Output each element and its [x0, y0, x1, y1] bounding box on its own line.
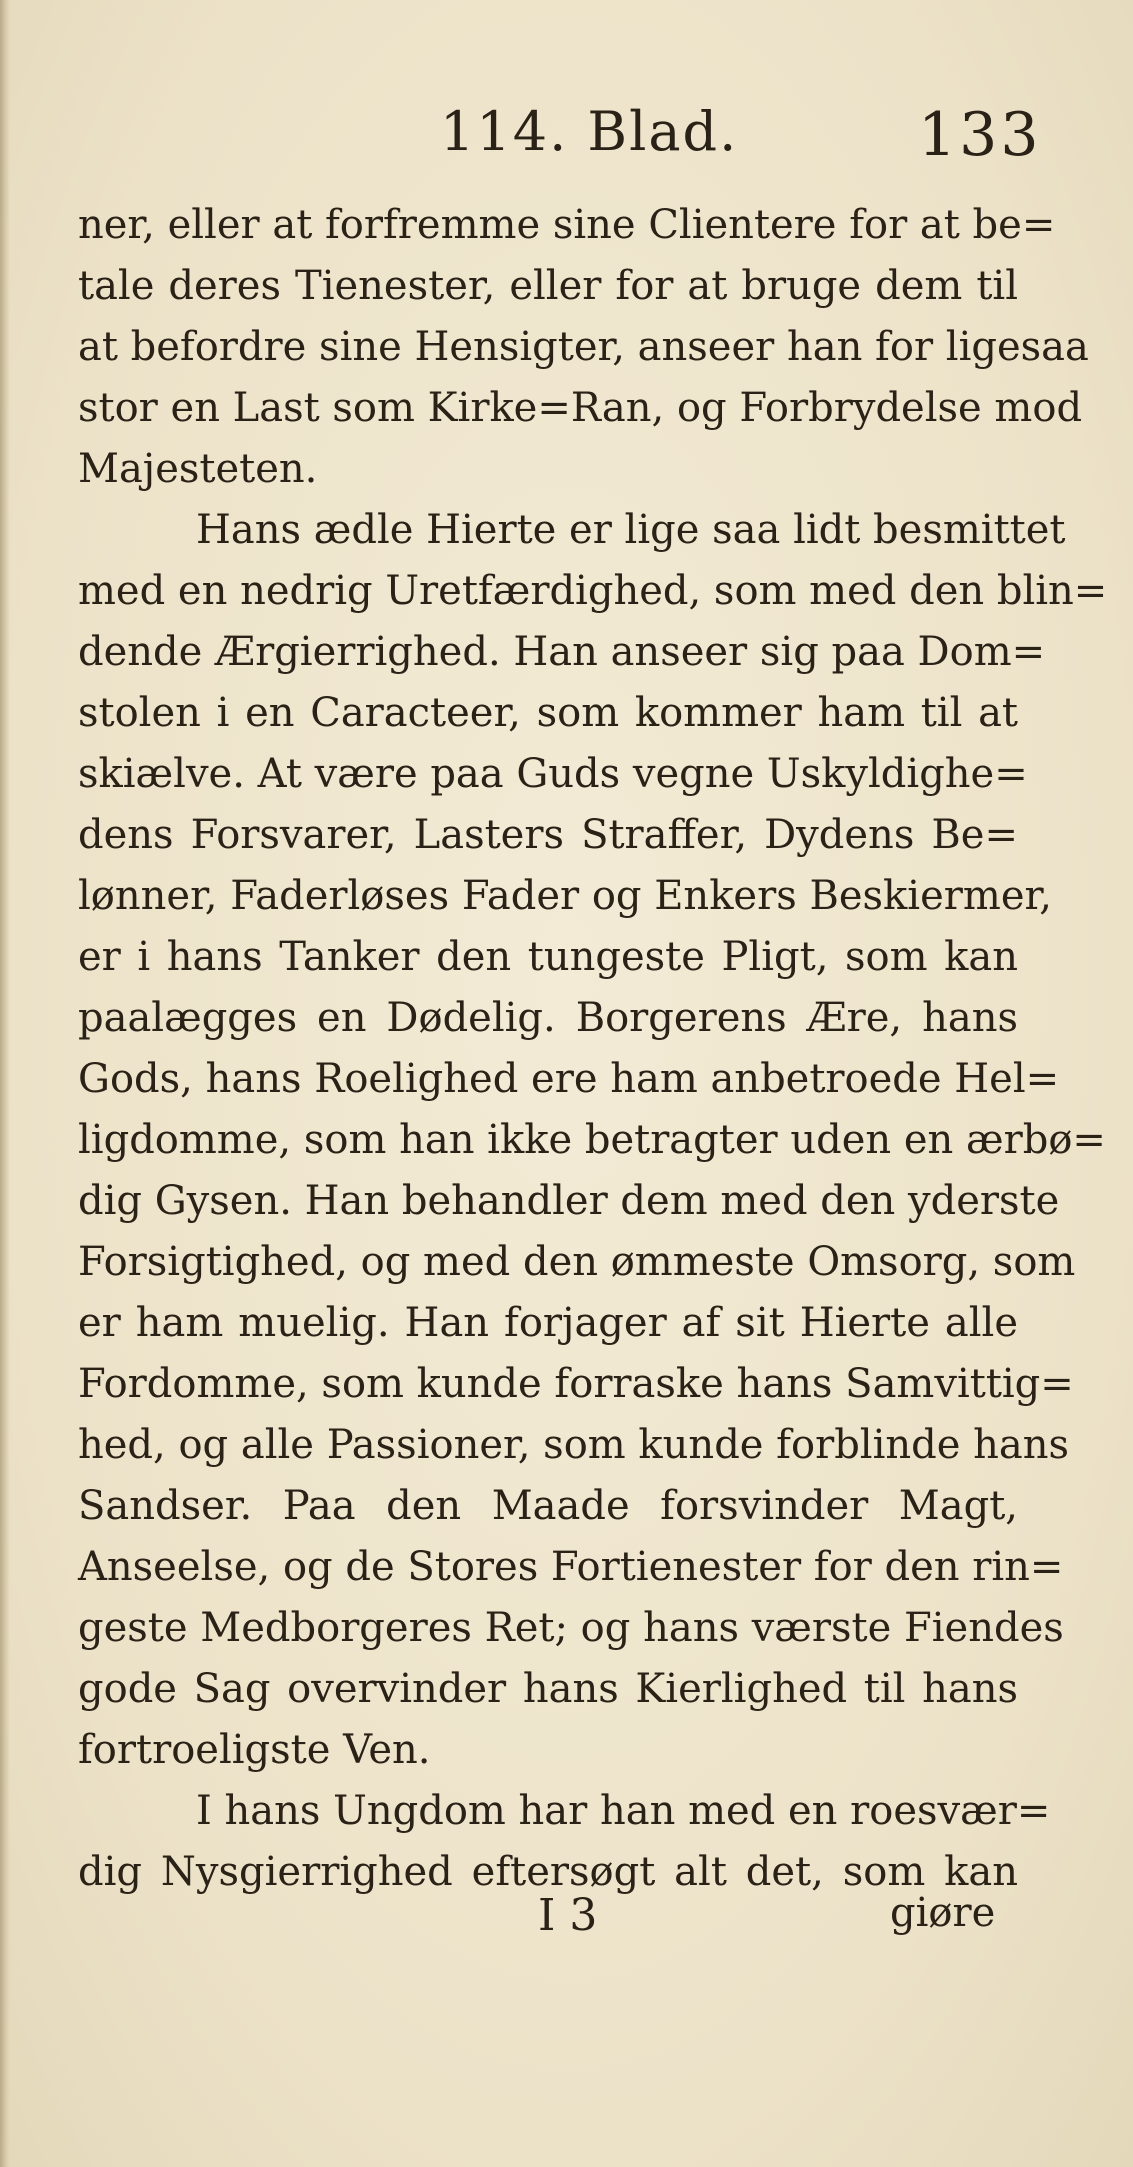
- text-line: lønner, Faderløses Fader og Enkers Beskiermer,: [78, 873, 1052, 919]
- text-line: ligdomme, som han ikke betragter uden en ærbø=: [78, 1117, 1106, 1163]
- signature-mark: I 3: [538, 1890, 598, 1941]
- text-line: hed, og alle Passioner, som kunde forblinde hans: [78, 1422, 1070, 1468]
- page-footer: [0, 1890, 1133, 1960]
- text-line: paalægges en Dødelig. Borgerens Ære, hans: [78, 995, 1018, 1041]
- text-line: gode Sag overvinder hans Kierlighed til hans: [78, 1666, 1018, 1712]
- body-text: [78, 195, 1108, 1903]
- text-line: ner, eller at forfremme sine Clientere for at be=: [78, 202, 1056, 248]
- page-number: 133: [918, 100, 1042, 170]
- text-line: med en nedrig Uretfærdighed, som med den blin=: [78, 568, 1108, 614]
- text-line: Gods, hans Roelighed ere ham anbetroede Hel=: [78, 1056, 1060, 1102]
- text-line: skiælve. At være paa Guds vegne Uskyldighe=: [78, 751, 1028, 797]
- catchword: giøre: [890, 1890, 996, 1936]
- text-line: geste Medborgeres Ret; og hans værste Fiendes: [78, 1605, 1064, 1651]
- sheet-label: 114. Blad.: [440, 100, 739, 163]
- text-line: dig Nysgierrighed eftersøgt alt det, som kan: [78, 1849, 1018, 1895]
- text-line: fortroeligste Ven.: [78, 1727, 431, 1773]
- running-head: [0, 100, 1133, 180]
- page-edge-shadow: [0, 0, 10, 2167]
- text-line: Hans ædle Hierte er lige saa lidt besmittet: [196, 507, 1066, 553]
- text-line: Anseelse, og de Stores Fortienester for den rin=: [78, 1544, 1064, 1590]
- text-line: stor en Last som Kirke=Ran, og Forbrydelse mod: [78, 385, 1083, 431]
- text-line: tale deres Tienester, eller for at bruge dem til: [78, 263, 1018, 309]
- text-line: dende Ærgierrighed. Han anseer sig paa Dom=: [78, 629, 1046, 675]
- text-line: dig Gysen. Han behandler dem med den yderste: [78, 1178, 1060, 1224]
- text-line: er i hans Tanker den tungeste Pligt, som kan: [78, 934, 1018, 980]
- text-line: er ham muelig. Han forjager af sit Hierte alle: [78, 1300, 1018, 1346]
- text-line: I hans Ungdom har han med en roesvær=: [196, 1788, 1051, 1834]
- text-line: Forsigtighed, og med den ømmeste Omsorg, som: [78, 1239, 1076, 1285]
- text-line: stolen i en Caracteer, som kommer ham til at: [78, 690, 1018, 736]
- text-line: Fordomme, som kunde forraske hans Samvittig=: [78, 1361, 1074, 1407]
- text-line: Majesteten.: [78, 446, 318, 492]
- text-line: dens Forsvarer, Lasters Straffer, Dydens Be=: [78, 812, 1018, 858]
- text-line: Sandser. Paa den Maade forsvinder Magt,: [78, 1483, 1018, 1529]
- text-line: at befordre sine Hensigter, anseer han for ligesaa: [78, 324, 1089, 370]
